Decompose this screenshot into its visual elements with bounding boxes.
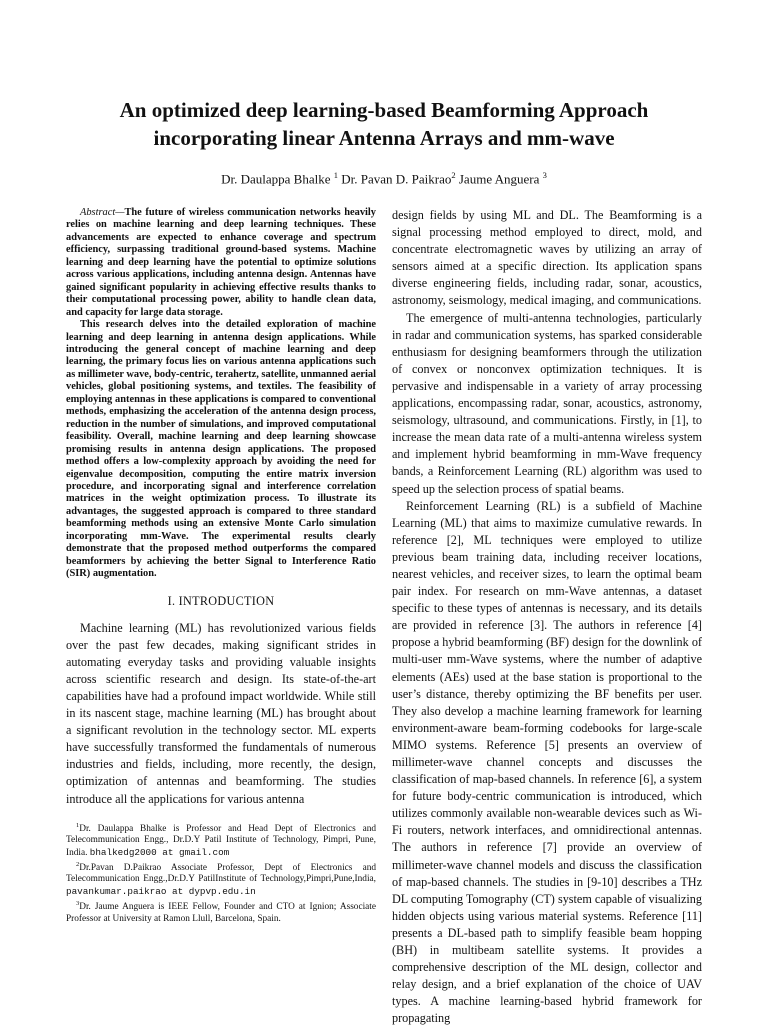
footnote-1-email: bhalkedg2000 at gmail.com [89,846,230,858]
author-list [0,166,768,188]
left-column [66,207,376,925]
footnote-2 [66,859,376,898]
footnote-3-mark: 3 [76,900,80,908]
footnote-1 [66,820,376,859]
right-paragraph-2: The emergence of multi-antenna technologies, particularly in radar and communication systems, has sparked considerable enthusiasm for designing beamformers through the utilization of convex or nonconvex optimization techniques. It is pervasive and indispensable in a variety of array processing applications, encompassing radar, sonar, acoustics, astronomy, seismology, ultrasound, and communications. Firstly, in [1], to increase the mean data rate of a multi-antenna wireless system and implement hybrid beamforming in mm-Wave frequency bands, a Reinforcement Learning (RL) algorithm was used to speed up the selection process of spatial beams. [392,310,702,496]
footnote-1-mark: 1 [76,821,80,829]
paper-title [0,96,768,152]
footnote-1-text: Dr. Daulappa Bhalke is Professor and Head Dept of Electronics and Telecommunication Engg., Dr.D.Y Patil Institute of Technology, Pimpri, Pune, India. [66,823,376,858]
title-line-1: An optimized deep learning-based Beamforming Approach [119,98,649,122]
title-line-2: incorporating linear Antenna Arrays and mm-wave [153,126,615,150]
author-3: Jaume Anguera [458,171,540,187]
abstract-paragraph-1 [66,207,376,319]
author-1: Dr. Daulappa Bhalke [221,171,331,187]
right-column [392,207,702,1028]
author-2: Dr. Pavan D. Paikrao [341,171,452,187]
footnote-2-email: pavankumar.paikrao at dypvp.edu.in [66,885,256,897]
footnote-2-mark: 2 [76,860,80,868]
right-paragraph-1: design fields by using ML and DL. The Beamforming is a signal processing method employed to direct, mold, and concentrate electromagnetic waves by utilizing an array of sensors aimed at a specific direction. Its application spans diverse engineering fields, including radar, sonar, acoustics, astronomy, seismology, medical imaging, and communications. [392,208,702,308]
abstract-paragraph-2: This research delves into the detailed exploration of machine learning and deep learning in antenna design applications. While introducing the general concept of machine learning and deep learning, the primary focus lies on various antenna applications such as millimeter wave, body-centric, terahertz, satellite, unmanned aerial vehicles, global positioning systems, and textiles. The feasibility of employing antennas in these applications is compared to conventional methods, emphasizing the acceleration of the antenna design process, reduction in the number of simulations, and improved computational feasibility. Overall, machine learning and deep learning showcase promising results in antenna design applications. The proposed method offers a low-complexity approach by avoiding the need for eigenvalue decomposition, computing the entire matrix inversion procedure, and incorporating signal and interference correlation matrices in the weight optimization process. To illustrate its advantages, the suggested approach is compared to three standard beamforming methods using an extensive Monte Carlo simulation incorporating mm-Wave. The experimental results clearly demonstrate that the proposed method outperforms the compared beamformers by achieving the better Signal to Interference Ratio (SIR) augmentation. [66,319,377,580]
footnote-3-text: Dr. Jaume Anguera is IEEE Fellow, Founder and CTO at Ignion; Associate Professor at University at Ramon Llull, Barcelona, Spain. [66,902,376,924]
author-1-affiliation-mark: 1 [333,170,338,180]
abstract-keyword: Abstract [80,207,116,218]
intro-paragraph-1: Machine learning (ML) has revolutionized various fields over the past few decades, making significant strides in automating everyday tasks and providing valuable insights across scientific research and design. Its state-of-the-art capabilities have had a profound impact worldwide. While still in its nascent stage, machine learning (ML) has brought about a significant revolution in the technology sector. ML experts have successfully transformed the fundamentals of numerous industries and fields, including, more recently, the design, optimization of antennas and beamforming. The studies introduce all the applications for various antenna [66,620,376,806]
author-3-affiliation-mark: 3 [542,170,547,180]
section-heading-introduction: I. INTRODUCTION [167,593,275,608]
footnote-3 [66,898,376,925]
footnotes [66,820,376,926]
abstract-dash: — [115,207,125,218]
abstract [66,207,376,581]
footnote-2-text: Dr.Pavan D.Paikrao Associate Professor, Dept of Electronics and Telecommunication Engg.,Dr.D.Y PatilInstitute of Technology,Pimpri,Pune,India, [66,863,376,885]
abstract-text-1: The future of wireless communication networks heavily relies on machine learning and deep learning techniques. These advancements are expected to enhance coverage and spectrum efficiency, surpassing traditional ground-based systems. Machine learning and deep learning have the potential to optimize solutions across various applications, including antenna design. Antennas have gained significant popularity in achieving effective results thanks to their computational processing power, ability to handle clean data, and capacity for large data storage. [66,207,376,318]
author-2-affiliation-mark: 2 [451,170,456,180]
right-paragraph-3: Reinforcement Learning (RL) is a subfield of Machine Learning (ML) that aims to maximize cumulative rewards. In reference [2], ML techniques were employed to utilize previous beam training data, including receiver locations, nearest vehicles, and receiver sizes, to learn the optimal beam pair index. For research on mm-Wave antennas, a dataset specific to these types of antennas is necessary, and its details are provided in reference [3]. The authors in reference [4] propose a hybrid beamforming (BF) design for the downlink of multi-user mm-Wave systems, where the number of adaptive elements (AEs) used at the base station is proportional to the user’s distance, thereby optimizing the BF benefits per user. They also develop a machine learning framework for learning environment-aware beam-forming codebooks for large-scale MIMO systems. Reference [5] presents an overview of millimeter-wave channel concepts and discusses the classification of map-based channels. In reference [6], a system for future body-centric communication is introduced, which utilizes commonly available non-wearable devices such as Wi-Fi routers, network interfaces, and omnidirectional antennas. The authors in reference [7] provide an overview of millimeter-wave channel models and discuss the classification of map-based channels. The studies in [9-10] describes a THz DL computing Tomography (CT) system capable of visualizing hidden objects using various material systems. Reference [11] presents a DL-based path to simplify feasible beam hopping (BH) in multibeam satellite systems. It provides a comprehensive description of the ML design, collector and relay design, and a brief explanation of the choice of UAV types. A machine learning-based hybrid framework for propagating [392,498,702,1026]
